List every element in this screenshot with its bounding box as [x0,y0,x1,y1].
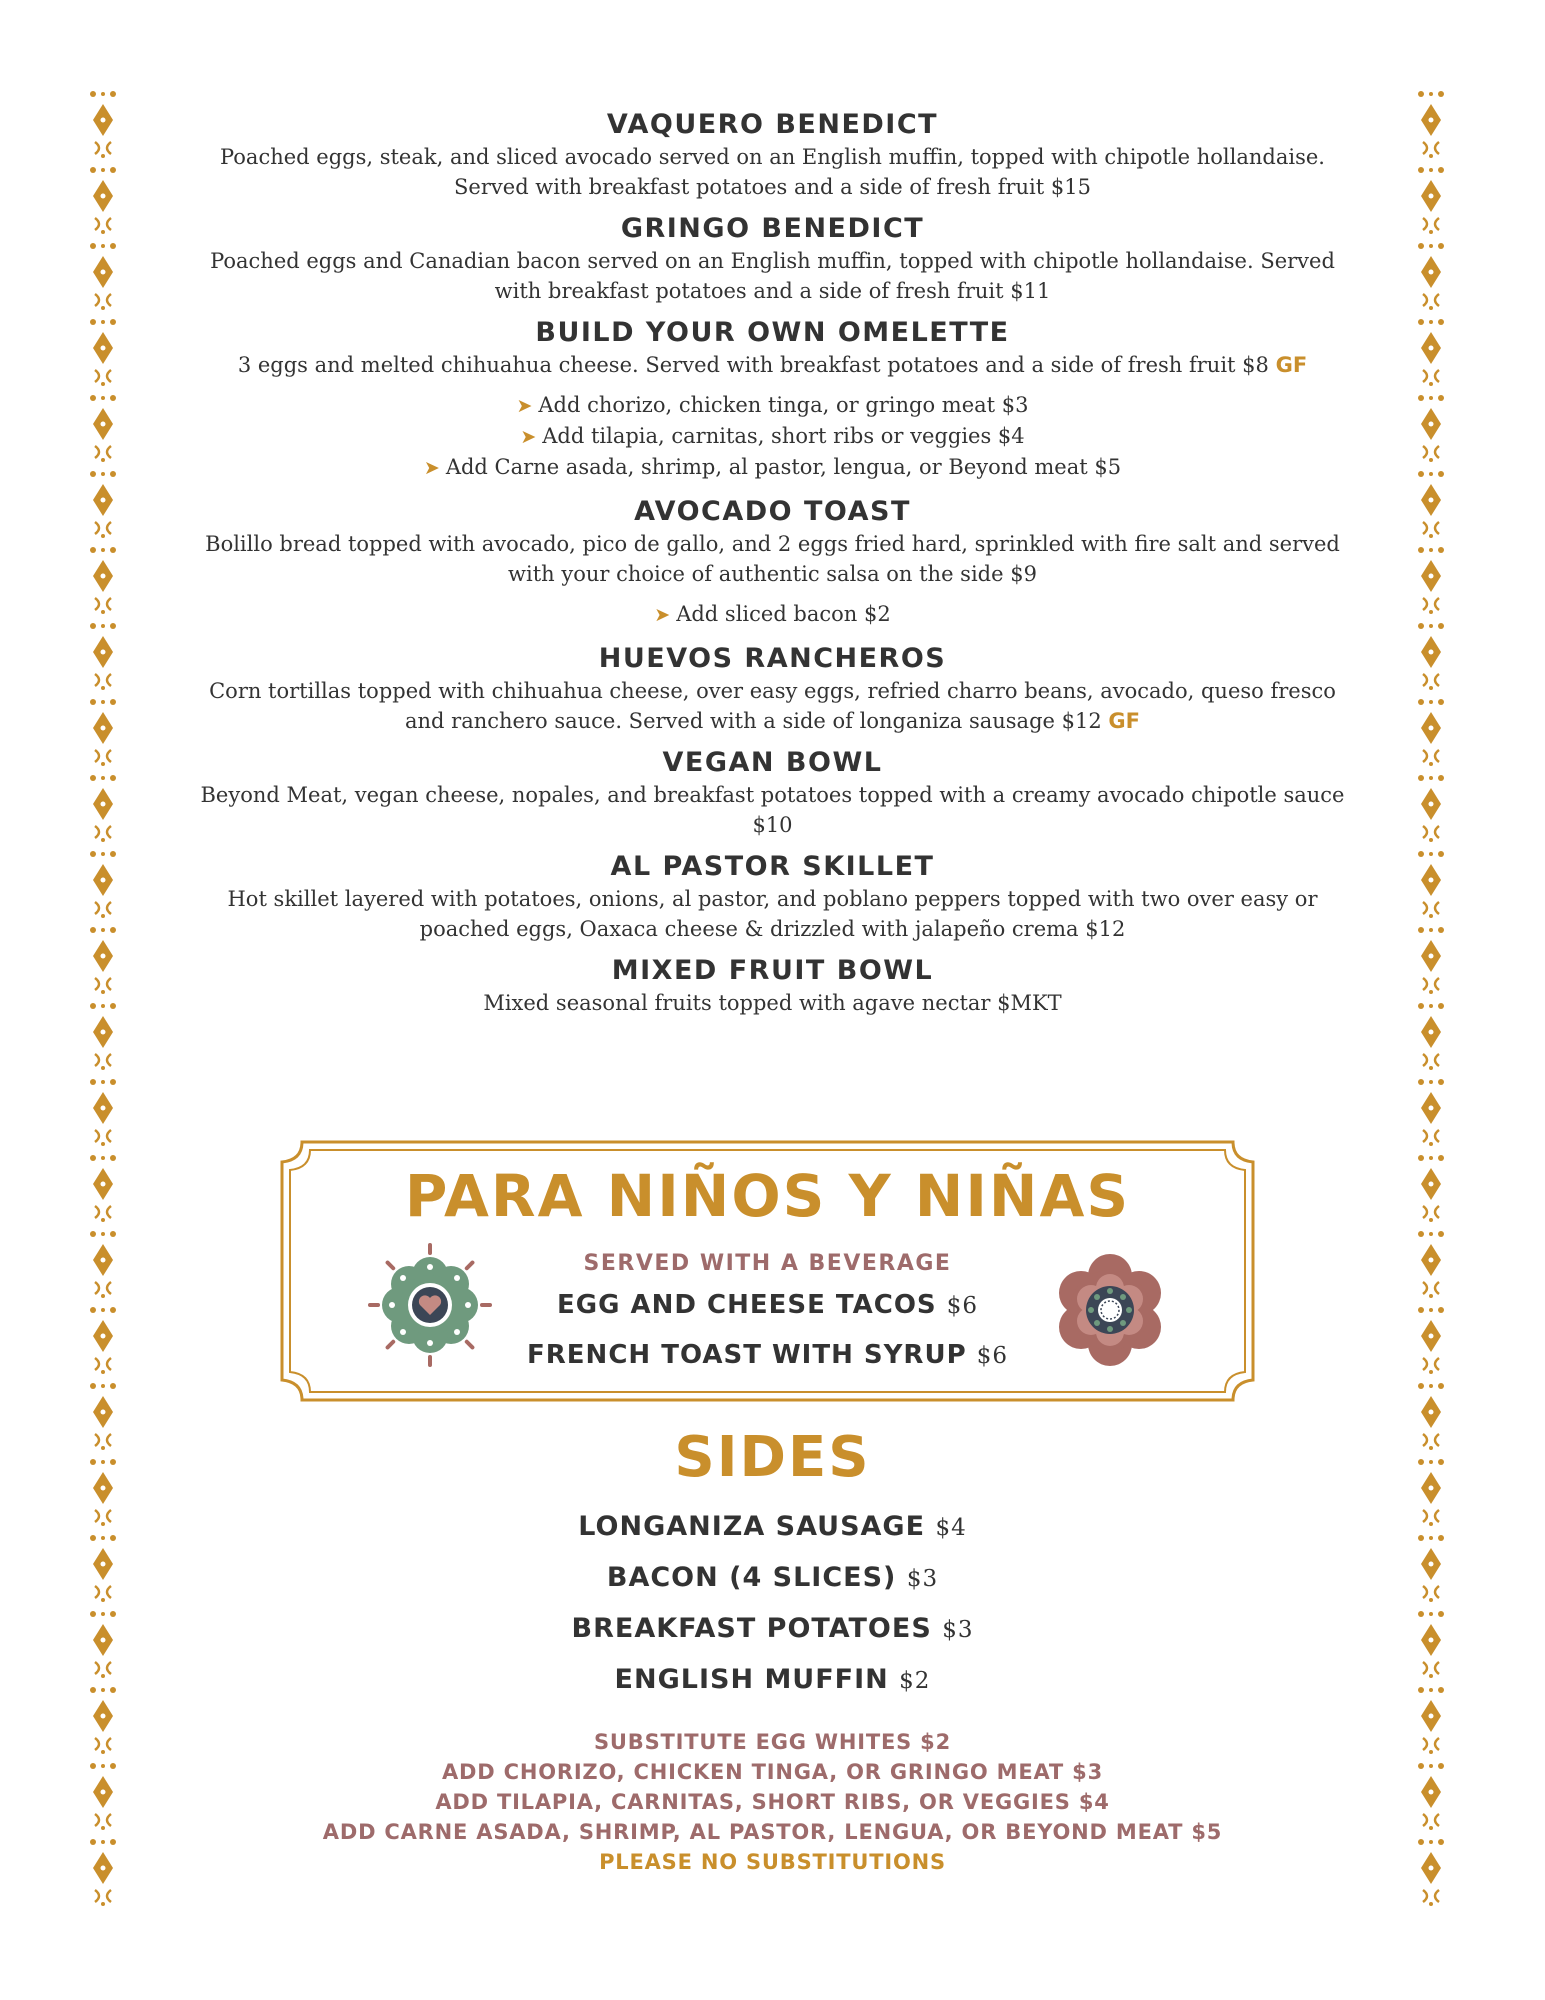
kids-menu-title: PARA NIÑOS Y NIÑAS [404,1162,1131,1230]
menu-item-name: AL PASTOR SKILLET [610,851,935,882]
kids-menu-box [280,1140,1255,1402]
menu-item [180,954,1365,1018]
note-line: ADD CARNE ASADA, SHRIMP, AL PASTOR, LENGUA, OR BEYOND MEAT $5 [322,1820,1223,1844]
kids-menu-subtitle: SERVED WITH A BEVERAGE [583,1251,952,1276]
description-text: 3 eggs and melted chihuahua cheese. Served with breakfast potatoes and a side of fresh fruit $8 [237,353,1269,377]
menu-item [180,746,1365,840]
menu-item-name: HUEVOS RANCHEROS [598,643,947,674]
side-item [180,1561,1365,1612]
side-item-name: LONGANIZA SAUSAGE [578,1511,926,1542]
menu-item-name: MIXED FRUIT BOWL [611,955,934,986]
side-item-name: BREAKFAST POTATOES [571,1613,932,1644]
right-decorative-border [1415,90,1447,1910]
menu-item [180,108,1365,202]
side-item-price: $3 [942,1617,974,1643]
note-line: ADD CHORIZO, CHICKEN TINGA, OR GRINGO MEAT $3 [441,1760,1103,1784]
side-item-price: $4 [935,1515,967,1541]
addon-text: Add chorizo, chicken tinga, or gringo meat $3 [538,393,1029,417]
note-line: SUBSTITUTE EGG WHITES $2 [593,1730,951,1754]
side-item-name: ENGLISH MUFFIN [614,1664,889,1695]
menu-item-description [180,676,1365,736]
no-substitutions-note: PLEASE NO SUBSTITUTIONS [599,1850,946,1874]
border-pattern-icon [1415,90,1447,1910]
footer-notes [180,1727,1365,1877]
menu-item-name: AVOCADO TOAST [634,496,911,527]
heart-flower-icon [365,1240,495,1370]
left-decorative-border [87,90,119,1910]
addon-text: Add tilapia, carnitas, short ribs or veggies $4 [542,424,1025,448]
addon-text: Add sliced bacon $2 [676,602,891,626]
note-line: ADD TILAPIA, CARNITAS, SHORT RIBS, OR VEGGIES $4 [435,1790,1110,1814]
menu-item [180,316,1365,483]
menu-item-description: Beyond Meat, vegan cheese, nopales, and breakfast potatoes topped with a creamy avocado chipotle sauce $10 [200,783,1345,837]
menu-item [180,495,1365,630]
addon-item [180,452,1365,483]
breakfast-menu [180,108,1365,1028]
addon-item [180,421,1365,452]
description-text: Corn tortillas topped with chihuahua cheese, over easy eggs, refried charro beans, avocado, queso fresco and ranchero sauce. Served with a side of longaniza sausage $12 [209,679,1336,733]
arrow-bullet-icon: ➤ [423,457,440,479]
menu-item-description: Mixed seasonal fruits topped with agave nectar $MKT [483,991,1062,1015]
side-item [180,1663,1365,1714]
menu-item [180,850,1365,944]
arrow-bullet-icon: ➤ [520,426,537,448]
side-item [180,1510,1365,1561]
side-item [180,1612,1365,1663]
border-pattern-icon [87,90,119,1910]
side-item-name: BACON (4 SLICES) [606,1562,897,1593]
addon-list [180,390,1365,483]
kids-item-price: $6 [976,1343,1008,1369]
menu-item [180,212,1365,306]
side-item-price: $2 [899,1668,931,1694]
menu-item [180,642,1365,736]
sides-title: SIDES [674,1425,871,1490]
menu-item-description: Hot skillet layered with potatoes, onions, al pastor, and poblano peppers topped with two over easy or poached eggs, Oaxaca cheese & drizzled with jalapeño crema $12 [227,887,1318,941]
arrow-bullet-icon: ➤ [654,604,671,626]
side-item-price: $3 [906,1566,939,1592]
kids-item-price: $6 [946,1293,978,1319]
menu-item-description [180,350,1365,380]
addon-item [180,390,1365,421]
menu-item-description: Bolillo bread topped with avocado, pico de gallo, and 2 eggs fried hard, sprinkled with fire salt and served with your choice of authentic salsa on the side $9 [205,532,1340,586]
gluten-free-badge: GF [1108,709,1140,733]
arrow-bullet-icon: ➤ [516,395,533,417]
addon-text: Add Carne asada, shrimp, al pastor, lengua, or Beyond meat $5 [445,455,1122,479]
menu-item-name: VEGAN BOWL [662,747,883,778]
menu-item-description: Poached eggs and Canadian bacon served on an English muffin, topped with chipotle hollandaise. Served with breakfast potatoes and a side of fresh fruit $11 [210,249,1335,303]
menu-item-name: GRINGO BENEDICT [620,213,925,244]
kids-item-name: EGG AND CHEESE TACOS [556,1290,937,1320]
addon-item [180,599,1365,630]
kids-item-name: FRENCH TOAST WITH SYRUP [527,1340,967,1370]
menu-item-name: BUILD YOUR OWN OMELETTE [535,317,1010,348]
addon-list [180,599,1365,630]
menu-item-name: VAQUERO BENEDICT [606,109,939,140]
rosette-flower-icon [1045,1245,1175,1375]
menu-item-description: Poached eggs, steak, and sliced avocado served on an English muffin, topped with chipotle hollandaise. Served with breakfast potatoes and a side of fresh fruit $15 [220,145,1325,199]
gluten-free-badge: GF [1275,353,1308,377]
sides-list [180,1510,1365,1714]
